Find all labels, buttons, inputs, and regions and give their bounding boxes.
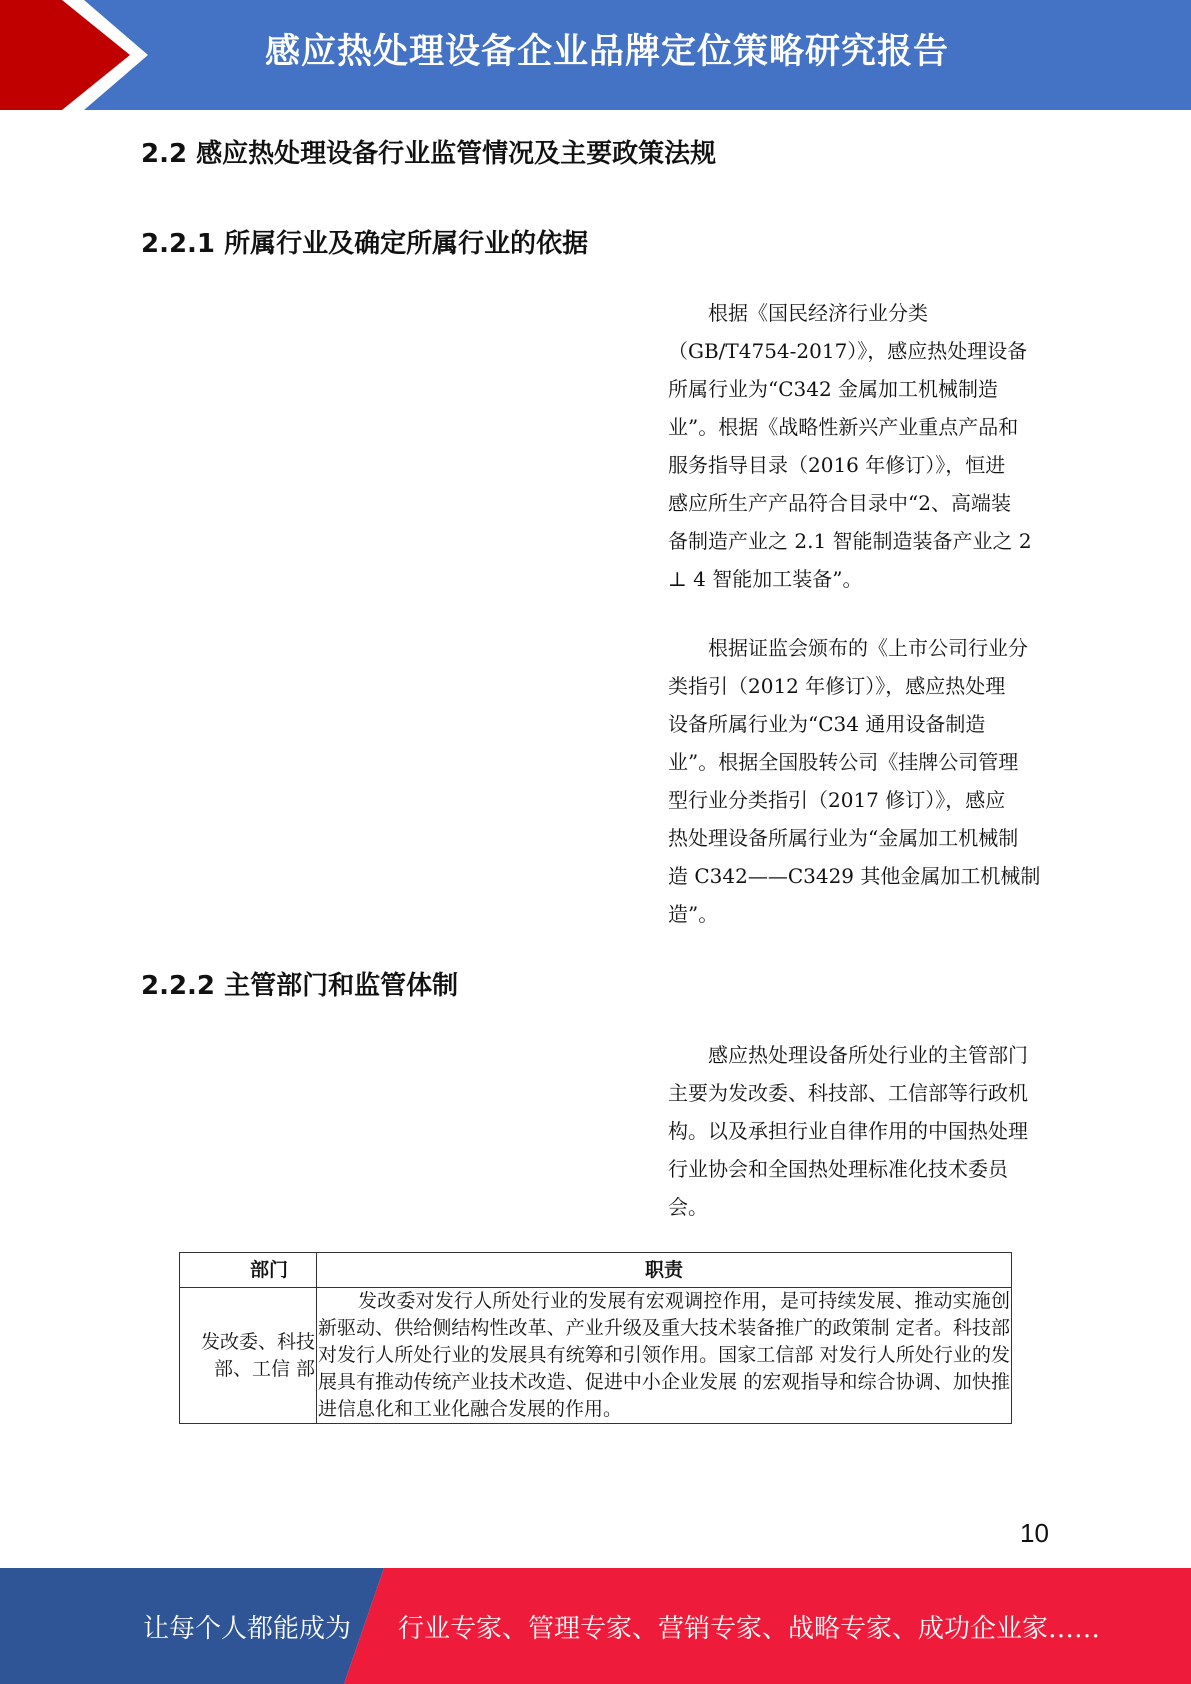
table-row [180,1288,1012,1424]
section-heading-2-2-1: 2.2.1 所属行业及确定所属行业的依据 [141,229,589,259]
table-header-row [180,1253,1012,1288]
paragraph-line: 备制造产业之 2.1 智能制造装备产业之 2 [668,529,1032,553]
paragraph-line: 型行业分类指引（2017 修订）》，感应 [668,788,1006,812]
paragraph-line: 造”。 [668,902,719,926]
section-heading-2-2: 2.2 感应热处理设备行业监管情况及主要政策法规 [141,139,717,169]
paragraph-line: 感应所生产产品符合目录中“2、高端装 [668,491,1011,515]
paragraph-line: 服务指导目录（2016 年修订）》，恒进 [668,453,1006,477]
paragraph-line: 设备所属行业为“C34 通用设备制造 [668,712,986,736]
paragraph-line: 根据证监会颁布的《上市公司行业分 [708,636,1028,660]
paragraph-line: ⊥ 4 智能加工装备”。 [668,567,863,591]
column-header-duty: 职责 [317,1253,1012,1288]
paragraph-line: （GB/T4754-2017）》，感应热处理设备 [668,339,1028,363]
footer-slogan-right: 行业专家、管理专家、营销专家、战略专家、成功企业家…… [398,1614,1101,1644]
paragraph-industry-classification [668,294,1046,598]
page-break-mask [170,1424,1030,1454]
paragraph-line: 构。以及承担行业自律作用的中国热处理 [668,1119,1028,1143]
paragraph-line: 所属行业为“C342 金属加工机械制造 [668,377,999,401]
paragraph-line: 造 C342——C3429 其他金属加工机械制 [668,864,1041,888]
paragraph-line: 业”。根据《战略性新兴产业重点产品和 [668,415,1019,439]
page-footer-banner [0,1568,1191,1684]
paragraph-regulatory-authorities [668,1036,1046,1226]
paragraph-line: 根据《国民经济行业分类 [708,301,928,325]
report-title: 感应热处理设备企业品牌定位策略研究报告 [265,32,950,72]
duty-cell [317,1288,1012,1424]
page-header-banner [0,0,1191,110]
paragraph-line: 主要为发改委、科技部、工信部等行政机 [668,1081,1028,1105]
paragraph-line: 热处理设备所属行业为“金属加工机械制 [668,826,1019,850]
section-heading-2-2-2: 2.2.2 主管部门和监管体制 [141,971,459,1001]
page-number: 10 [1020,1518,1049,1548]
paragraph-line: 类指引（2012 年修订）》，感应热处理 [668,674,1006,698]
department-cell: 发改委、科技部、工信 部 [180,1288,317,1424]
column-header-department: 部门 [180,1253,317,1288]
paragraph-line: 会。 [668,1195,708,1219]
paragraph-line: 业”。根据全国股转公司《挂牌公司管理 [668,750,1019,774]
paragraph-csrc-classification [668,629,1046,933]
department-duty-table [179,1252,1012,1424]
duty-text: 发改委对发行人所处行业的发展有宏观调控作用，是可持续发展、推动实施创新驱动、供给侧结构性改革、产业升级及重大技术装备推广的政策制 定者。科技部对发行人所处行业的发展具有统筹和引领作用。国家工信部 对发行人所处行业的发展具有推动传统产业技术改造、促进中小企业发展 的宏观指导和综合协调、加快推进信息化和工业化融合发展的作用。 [318,1290,1010,1420]
footer-slogan-left: 让每个人都能成为 [143,1614,352,1644]
paragraph-line: 行业协会和全国热处理标准化技术委员 [668,1157,1008,1181]
paragraph-line: 感应热处理设备所处行业的主管部门 [708,1043,1028,1067]
